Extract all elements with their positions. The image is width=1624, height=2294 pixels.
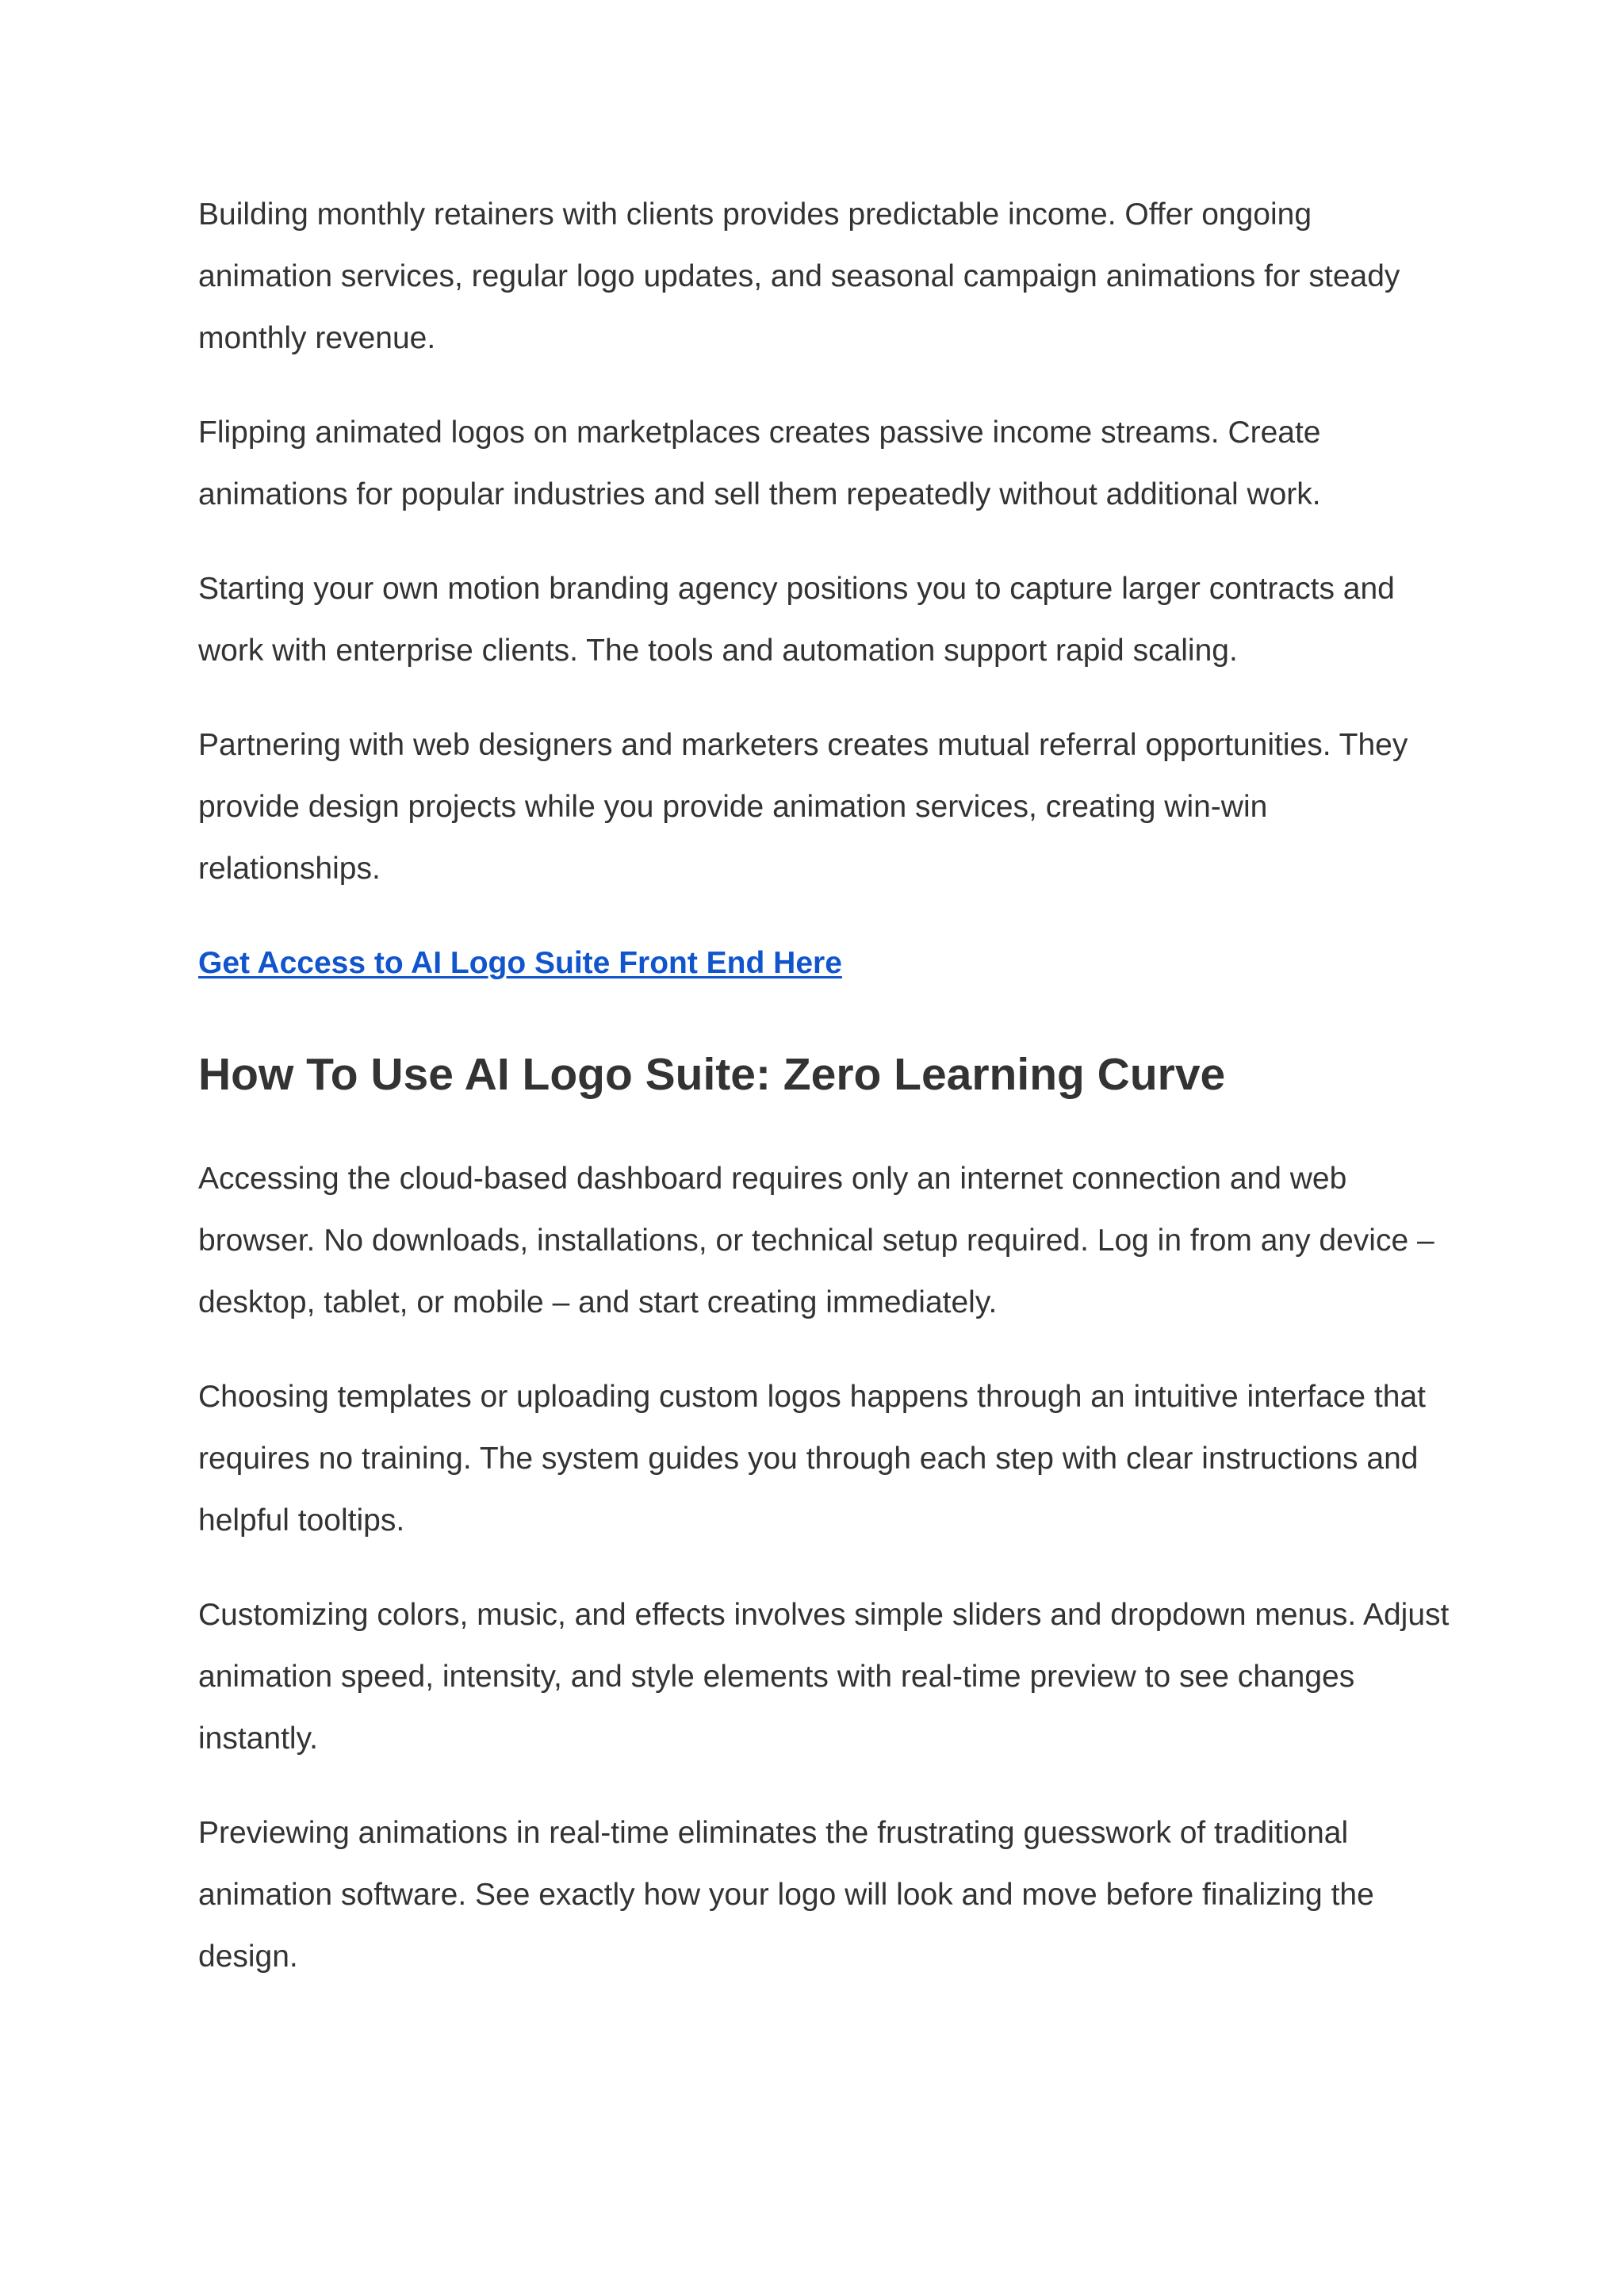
section-heading: How To Use AI Logo Suite: Zero Learning Curve	[198, 1049, 1226, 1100]
cta-paragraph	[198, 933, 1451, 994]
get-access-link[interactable]: Get Access to AI Logo Suite Front End Here	[198, 946, 842, 980]
document-page	[198, 184, 1451, 2020]
paragraph-monthly-retainers: Building monthly retainers with clients provides predictable income. Offer ongoing animation services, regular logo updates, and seasonal campaign animations for steady monthly revenue.	[198, 197, 1400, 355]
paragraph-previewing: Previewing animations in real-time eliminates the frustrating guesswork of traditional animation software. See exactly how your logo will look and move before finalizing the design.	[198, 1816, 1374, 1974]
paragraph-cloud-dashboard: Accessing the cloud-based dashboard requires only an internet connection and web browser. No downloads, installations, or technical setup required. Log in from any device – desktop, tablet, or mobile – and start creating immediately.	[198, 1162, 1434, 1319]
paragraph-customizing: Customizing colors, music, and effects involves simple sliders and dropdown menus. Adjust animation speed, intensity, and style elements with real-time preview to see changes instantly.	[198, 1598, 1450, 1756]
paragraph-motion-agency: Starting your own motion branding agency positions you to capture larger contracts and work with enterprise clients. The tools and automation support rapid scaling.	[198, 572, 1395, 668]
paragraph-flipping-logos: Flipping animated logos on marketplaces creates passive income streams. Create animations for popular industries and sell them repeatedly without additional work.	[198, 416, 1321, 511]
paragraph-choosing-templates: Choosing templates or uploading custom logos happens through an intuitive interface that requires no training. The system guides you through each step with clear instructions and helpful tooltips.	[198, 1380, 1426, 1538]
paragraph-partnering: Partnering with web designers and marketers creates mutual referral opportunities. They provide design projects while you provide animation services, creating win-win relationships.	[198, 728, 1408, 886]
